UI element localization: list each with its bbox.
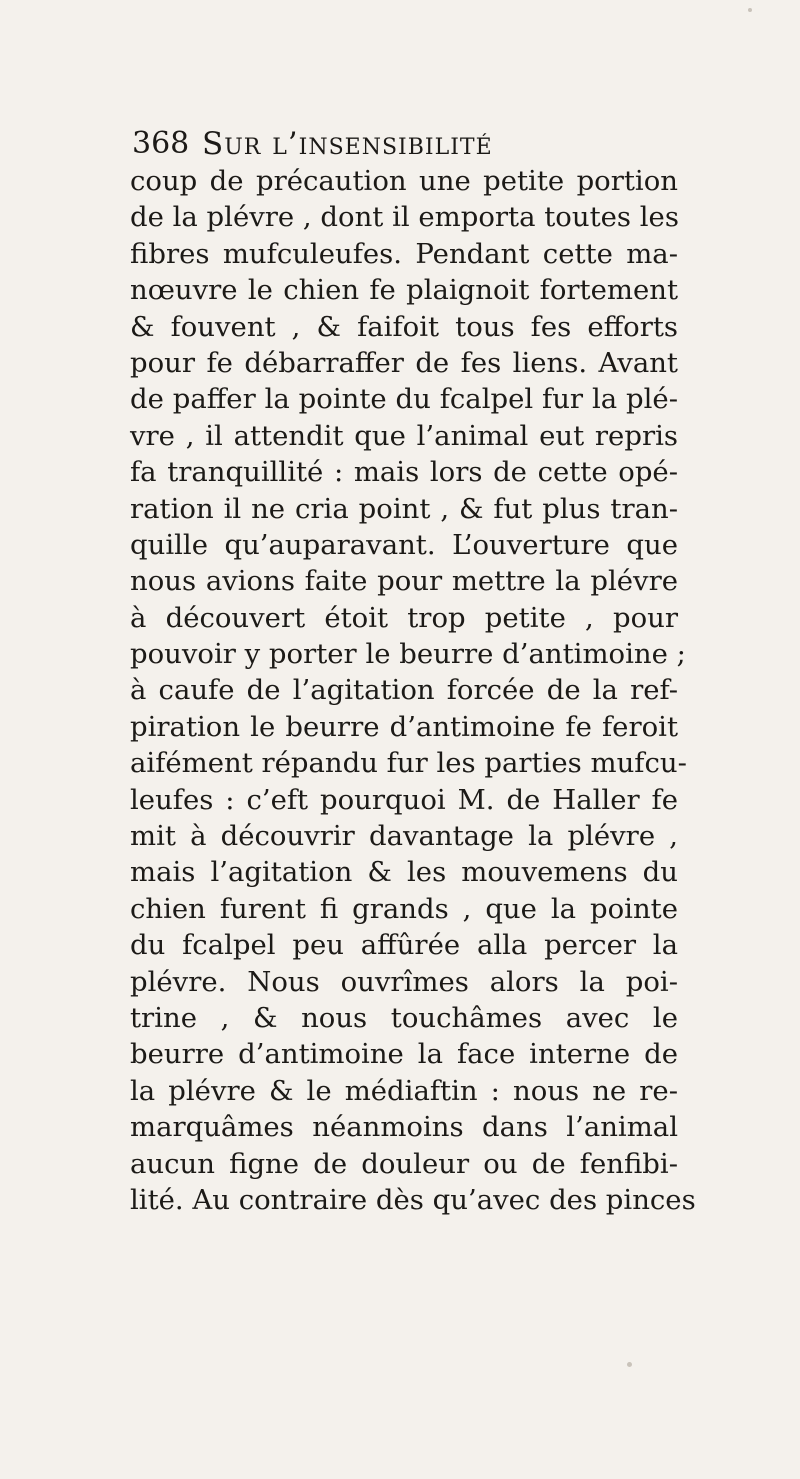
text-line: fibres mufculeufes. Pendant cette ma- [130,237,678,270]
text-line: aifément répandu fur les parties mufcu- [130,747,687,780]
text-line: mais l’agitation & les mouvemens du [130,856,678,889]
text-line: nous avions faite pour mettre la plévre [130,565,678,598]
paper-speck [627,1362,632,1367]
text-line: fa tranquillité : mais lors de cette opé- [130,456,678,489]
text-line: à caufe de l’agitation forcée de la ref- [130,674,678,707]
running-title: Sur l’insensibilité [202,126,493,162]
text-line: plévre. Nous ouvrîmes alors la poi- [130,965,678,998]
text-line: la plévre & le médiaftin : nous ne re- [130,1074,678,1107]
text-line: piration le beurre d’antimoine fe feroit [130,710,678,743]
paper-speck [748,8,752,12]
text-line: chien furent fi grands , que la pointe [130,892,678,925]
text-line: à découvert étoit trop petite , pour [130,601,678,634]
text-line: de la plévre , dont il emporta toutes les [130,201,679,234]
text-line: lité. Au contraire dès qu’avec des pinces [130,1183,696,1216]
text-line: vre , il attendit que l’animal eut repris [130,419,678,452]
text-line: du fcalpel peu affûrée alla percer la [130,929,678,962]
text-line: mit à découvrir davantage la plévre , [130,820,678,853]
text-line: aucun figne de douleur ou de fenfibi- [130,1147,678,1180]
text-line: beurre d’antimoine la face interne de [130,1038,678,1071]
text-line: ration il ne cria point , & fut plus tran- [130,492,678,525]
text-line: quille qu’auparavant. L’ouverture que [130,528,678,561]
running-head [132,124,692,164]
text-line: trine , & nous touchâmes avec le [130,1001,678,1034]
text-line: nœuvre le chien fe plaignoit fortement [130,274,678,307]
text-line: de paffer la pointe du fcalpel fur la plé- [130,383,678,416]
text-line: pour fe débarraffer de fes liens. Avant [130,346,678,379]
body-text [130,163,696,1218]
text-line: pouvoir y porter le beurre d’antimoine ; [130,638,686,671]
text-line: marquâmes néanmoins dans l’animal [130,1111,678,1144]
page-number: 368 [132,126,190,161]
text-line: leufes : c’eft pourquoi M. de Haller fe [130,783,678,816]
text-line: coup de précaution une petite portion [130,165,678,197]
text-line: & fouvent , & faifoit tous fes efforts [130,310,678,343]
